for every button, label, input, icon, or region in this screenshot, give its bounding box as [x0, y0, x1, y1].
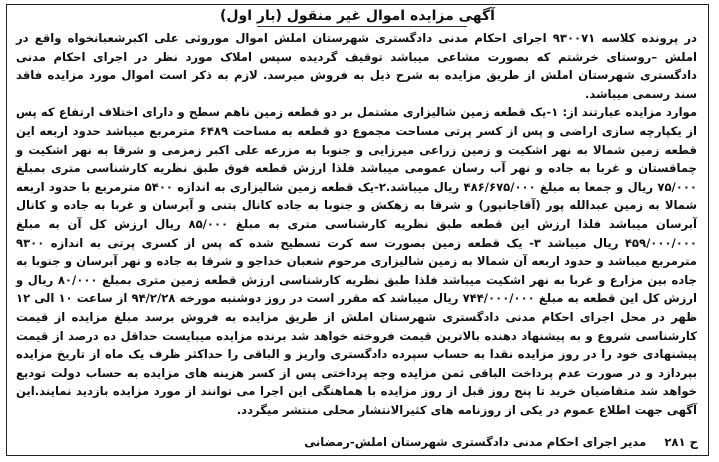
notice-title: آگهی مزایده اموال غیر منقول (بار اول): [220, 8, 495, 24]
notice-paragraph-intro: در پرونده کلاسه ۹۳۰۰۷۱ اجرای احکام مدنی دادگستری شهرستان املش اموال موروثی علی اکبرشعبانخواه واقع در املش –روستای خرشتم که بصورت مشاعی میباشد توقیف گردیده سپس املاک مورد نظر در اجرای احکام مدنی دادگستری شهرستان املش از طریق مزایده به شرح ذیل به فروش میرسد. لازم به ذکر است اموال مورد مزایده فاقد سند رسمی میباشد.: [16, 31, 697, 101]
notice-code: ح ۲۸۱: [664, 435, 698, 449]
title-underline: [257, 26, 467, 27]
notice-body: [16, 29, 697, 419]
notice-frame: [6, 4, 709, 456]
notice-footer: [304, 435, 698, 449]
notice-paragraph-items: موارد مزایده عبارتند از: ۱-یک قطعه زمین شالیزاری مشتمل بر دو قطعه زمین ناهم سطح و دارای اختلاف ارتفاع که پس از یکپارچه سازی اراضی و پس از کسر پرتی مساحت مجموع دو قطعه به مساحت ۶۴۸۹ مترمربع میباشد حدود اربعه این قطعه زمین شمالا به نهر اشکیت و زمین زراعی میرزایی و جنوبا به مزرعه علی اکبر زمزمی و شرقا به نهر اشکیت و چماقستان و غربا به جاده و نهر آب رسان عمومی میباشد فلذا ارزش قطعه فوق طبق نظریه کارشناسی متری بمبلغ ۷۵/۰۰۰ ریال و جمعا به مبلغ ۴۸۶/۶۷۵/۰۰۰ ریال میباشد.۲-یک قطعه زمین شالیزاری به اندازه ۵۴۰۰ مترمربع با حدود اربعه شمالا به زمین عبدالله پور (آقاجانپور) و شرقا به زهکش و جنوبا به جاده کانال بتنی و آبرسان و غربا به جاده و کانال آبرسان میباشد فلذا ارزش این قطعه طبق نظریه کارشناسی متری به مبلغ ۸۵/۰۰۰ ریال ارزش کل آن به مبلغ ۴۵۹/۰۰۰/۰۰۰ ریال میباشد ۳- یک قطعه زمین بصورت سه کرت تسطیح شده که پس از کسری پرتی به اندازه ۹۳۰۰ مترمربع میباشد و حدود اربعه آن شمالا به زمین شالیزاری مرحوم شعبان خداجو و شرقا به جاده و نهر آبرسان و جنوبا به جاده بین مزارع و غربا به نهر اشکیت میباشد فلذا طبق نظریه کارشناسی ارزش قطعه زمین متری بمبلغ ۸۰/۰۰۰ ریال و ارزش کل این قطعه به مبلغ ۷۴۴/۰۰۰/۰۰۰ ریال میباشد که مقرر است در روز دوشنبه مورخه ۹۴/۲/۲۸ از ساعت ۱۰ الی ۱۲ ظهر در محل اجرای احکام مدنی دادگستری شهرستان املش از طریق مزایده به فروش برسد مبلغ مزایده از قیمت کارشناسی شروع و به پیشنهاد دهنده بالاترین قیمت فروخته خواهد شد برنده مزایده میبایست حداقل ده درصد از قیمت پیشنهادی خود را در روز مزایده نقدا به حساب سپرده دادگستری واریز و الباقی را حداکثر ظرف یک ماه از تاریخ مزایده بپردازد و در صورت عدم پرداخت الباقی ثمن مزایده وجه پرداختی پس از کسر هزینه های مزایده به حساب دولت تودیع خواهد شد متقاضیان خرید تا پنج روز قبل از روز مزایده با هماهنگی این اجرا می توانند از مورد مزایده بازدید نمایند.این آگهی جهت اطلاع عموم در یکی از روزنامه های کثیرالانتشار محلی منتشر میگردد.: [16, 105, 698, 417]
notice-signature: مدیر اجرای احکام مدنی دادگستری شهرستان املش-رمضانی: [304, 435, 647, 449]
